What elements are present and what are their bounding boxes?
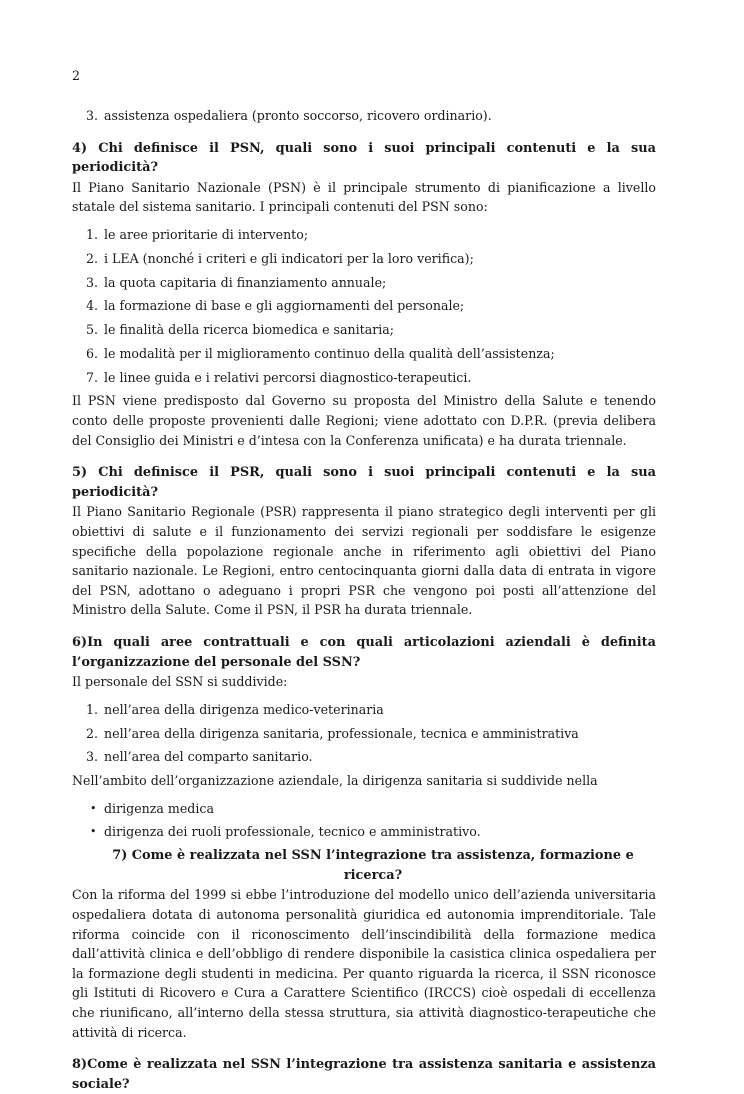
list-item: 2. i LEA (nonché i criteri e gli indicatori per la loro verifica); xyxy=(86,250,474,266)
list-item: • dirigenza medica xyxy=(90,800,214,816)
section-heading: 5) Chi definisce il PSR, quali sono i suoi principali contenuti e la sua periodicità? xyxy=(72,465,656,500)
list-item: 3. assistenza ospedaliera (pronto soccorso, ricovero ordinario). xyxy=(86,108,492,123)
section-7 xyxy=(72,846,656,1042)
section-heading: 7) Come è realizzata nel SSN l’integrazione tra assistenza, formazione e ricerca? xyxy=(112,848,634,883)
section-heading: 6)In quali aree contrattuali e con quali articolazioni aziendali è definita l’organizzazione del personale del SSN? xyxy=(72,634,656,670)
paragraph: Con la riforma del 1999 si ebbe l’introduzione del modello unico dell’azienda universitaria ospedaliera dotata di autonoma personalità giuridica ed autonomia imprenditoriale. Tale riforma coincide con il riconoscimento dell’inscindibilità della formazione medica dall’attività clinica e dell’obbligo di rendere disponibile la casistica clinica ospedaliera per la formazione degli studenti in medicina. Per quanto riguarda la ricerca, il SSN riconosce gli Istituti di Ricovero e Cura a Carattere Scientifico (IRCCS) cioè ospedali di eccellenza che riunificano, all’interno della stessa struttura, sia attività diagnostico-terapeutiche che attività di ricerca. xyxy=(72,887,656,1040)
page-content xyxy=(72,106,656,1094)
section-5 xyxy=(72,463,656,620)
list-item: 5. le finalità della ricerca biomedica e sanitaria; xyxy=(86,322,395,338)
list-item: 4. la formazione di base e gli aggiornamenti del personale; xyxy=(86,298,465,314)
numbered-list xyxy=(72,700,656,767)
list-item: 3. la quota capitaria di finanziamento annuale; xyxy=(86,274,387,290)
paragraph: Il Piano Sanitario Nazionale (PSN) è il principale strumento di pianificazione a livello statale del sistema sanitario. I principali contenuti del PSN sono: xyxy=(72,179,656,215)
section-6 xyxy=(72,633,656,842)
paragraph: Nell’ambito dell’organizzazione aziendale, la dirigenza sanitaria si suddivide nella xyxy=(72,773,598,789)
continued-list xyxy=(72,106,656,126)
section-heading: 4) Chi definisce il PSN, quali sono i suoi principali contenuti e la sua periodicità? xyxy=(72,140,656,176)
paragraph: Il Piano Sanitario Regionale (PSR) rappresenta il piano strategico degli interventi per gli obiettivi di salute e il funzionamento dei servizi regionali per soddisfare le esigenze specifiche della popolazione regionale anche in riferimento agli obiettivi del Piano sanitario nazionale. Le Regioni, entro centocinquanta giorni dalla data di entrata in vigore del PSN, adottano o adeguano i propri PSR che vengono poi posti all’attenzione del Ministro della Salute. Come il PSN, il PSR ha durata triennale. xyxy=(72,504,656,618)
list-item: 1. le aree prioritarie di intervento; xyxy=(86,226,309,242)
section-heading: 8)Come è realizzata nel SSN l’integrazione tra assistenza sanitaria e assistenza sociale? xyxy=(72,1057,656,1092)
list-item: • dirigenza dei ruoli professionale, tecnico e amministrativo. xyxy=(90,824,481,840)
section-8 xyxy=(72,1055,656,1094)
paragraph: Il personale del SSN si suddivide: xyxy=(72,674,288,690)
numbered-list xyxy=(72,225,656,387)
list-item: 1. nell’area della dirigenza medico-veterinaria xyxy=(86,701,384,717)
page-number: 2 xyxy=(72,68,81,83)
section-4 xyxy=(72,139,656,451)
bullet-list xyxy=(72,799,656,842)
list-item: 2. nell’area della dirigenza sanitaria, professionale, tecnica e amministrativa xyxy=(86,725,579,741)
list-item: 3. nell’area del comparto sanitario. xyxy=(86,749,313,765)
list-item: 6. le modalità per il miglioramento continuo della qualità dell’assistenza; xyxy=(86,345,555,361)
list-item: 7. le linee guida e i relativi percorsi diagnostico-terapeutici. xyxy=(86,369,472,385)
paragraph: Il PSN viene predisposto dal Governo su proposta del Ministro della Salute e tenendo conto delle proposte provenienti dalle Regioni; viene adottato con D.P.R. (previa delibera del Consiglio dei Ministri e d’intesa con la Conferenza unificata) e ha durata triennale. xyxy=(72,393,656,448)
